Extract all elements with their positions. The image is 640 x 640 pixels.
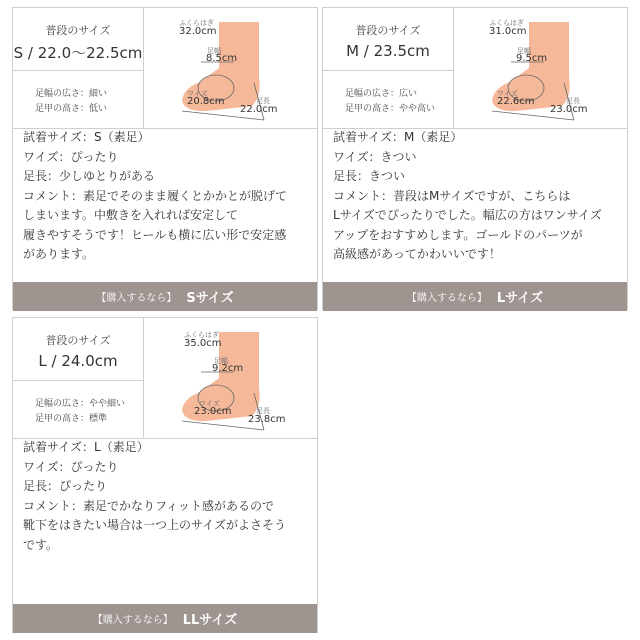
ankle-value: 8.5cm <box>206 53 238 64</box>
buy-size: LLサイズ <box>182 613 238 628</box>
ankle-label: 足幅 <box>517 47 531 55</box>
comment-line: があります。 <box>23 247 95 261</box>
instep-height-label: 足甲の高さ：やや高い <box>345 104 436 114</box>
review-card-m <box>322 7 628 310</box>
instep-height-label: 足甲の高さ：標準 <box>35 414 108 424</box>
calf-label: ふくらはぎ <box>489 19 524 27</box>
comment-line: しまいます。中敷きを入れれば安定して <box>23 208 239 222</box>
length-value: 23.8cm <box>248 414 286 425</box>
wise-value: 23.0cm <box>194 406 232 417</box>
buy-size-button[interactable] <box>13 282 317 311</box>
review-comment <box>23 438 309 555</box>
usual-size-panel <box>13 8 144 128</box>
foot-width-label: 足幅の広さ：細い <box>35 89 108 99</box>
usual-size-panel <box>13 318 144 438</box>
usual-size-value: M / 23.5cm <box>346 42 430 60</box>
size-info-header <box>13 318 317 439</box>
calf-label: ふくらはぎ <box>184 331 219 339</box>
wise-label: ワイズ <box>199 400 220 408</box>
comment-line: 足長：きつい <box>333 169 406 183</box>
usual-size-panel <box>323 8 454 128</box>
review-comment <box>333 128 619 265</box>
comment-line: 履きやすそうです！ヒールも横に広い形で安定感 <box>23 227 287 242</box>
comment-line: 試着サイズ：S（素足） <box>23 130 150 144</box>
comment-line: アップをおすすめします。ゴールドのパーツが <box>333 227 583 242</box>
comment-line: 足長：少しゆとりがある <box>23 169 156 183</box>
buy-size: Sサイズ <box>186 291 234 306</box>
wise-value: 22.6cm <box>497 96 535 107</box>
usual-size-value: S / 22.0〜22.5cm <box>13 44 143 62</box>
ankle-label: 足幅 <box>207 47 221 55</box>
wise-value: 20.8cm <box>187 96 225 107</box>
calf-value: 31.0cm <box>489 26 527 37</box>
foot-measurement-diagram <box>144 8 318 128</box>
comment-line: です。 <box>23 537 59 552</box>
comment-line: Lサイズでぴったりでした。幅広の方はワンサイズ <box>333 208 602 222</box>
comment-line: 試着サイズ：L（素足） <box>23 440 149 454</box>
length-value: 23.0cm <box>550 104 588 115</box>
calf-value: 32.0cm <box>179 26 217 37</box>
length-label: 足長 <box>256 407 270 415</box>
comment-line: ワイズ：ぴったり <box>23 459 119 474</box>
length-value: 22.0cm <box>240 104 278 115</box>
buy-size-button[interactable] <box>13 604 317 633</box>
comment-line: ワイズ：きつい <box>333 149 417 164</box>
usual-size-label: 普段のサイズ <box>45 24 111 37</box>
foot-measurement-diagram <box>454 8 628 128</box>
calf-label: ふくらはぎ <box>179 19 214 27</box>
calf-value: 35.0cm <box>184 338 222 349</box>
comment-line: 高級感があってかわいいです！ <box>333 247 501 261</box>
buy-prefix: 【購入するなら】 <box>92 615 173 626</box>
ankle-value: 9.2cm <box>212 363 244 374</box>
ankle-label: 足幅 <box>214 357 228 365</box>
buy-size: Lサイズ <box>496 291 544 306</box>
foot-width-label: 足幅の広さ：広い <box>345 89 418 99</box>
review-comment <box>23 128 309 265</box>
usual-size-label: 普段のサイズ <box>355 24 421 37</box>
foot-width-label: 足幅の広さ：やや細い <box>35 399 126 409</box>
comment-line: 試着サイズ：M（素足） <box>333 130 463 144</box>
comment-line: ワイズ：ぴったり <box>23 149 119 164</box>
foot-measurement-diagram <box>144 318 318 438</box>
buy-prefix: 【購入するなら】 <box>406 293 487 304</box>
usual-size-label: 普段のサイズ <box>45 334 111 347</box>
comment-line: コメント：素足でそのまま履くとかかとが脱げて <box>23 188 288 203</box>
comment-line: コメント：素足でかなりフィット感があるので <box>23 498 275 513</box>
comment-line: 靴下をはきたい場合は一つ上のサイズがよさそう <box>23 518 287 532</box>
comment-line: コメント：普段はMサイズですが、こちらは <box>333 188 571 203</box>
review-card-l <box>12 317 318 633</box>
size-info-header <box>13 8 317 129</box>
size-info-header <box>323 8 627 129</box>
length-label: 足長 <box>256 97 270 105</box>
review-card-s <box>12 7 318 310</box>
ankle-value: 9.5cm <box>516 53 548 64</box>
length-label: 足長 <box>566 97 580 105</box>
comment-line: 足長：ぴったり <box>23 479 108 493</box>
instep-height-label: 足甲の高さ：低い <box>35 104 108 114</box>
buy-size-button[interactable] <box>323 282 627 311</box>
usual-size-value: L / 24.0cm <box>38 352 118 370</box>
wise-label: ワイズ <box>187 90 208 98</box>
buy-prefix: 【購入するなら】 <box>96 293 177 304</box>
wise-label: ワイズ <box>497 90 518 98</box>
